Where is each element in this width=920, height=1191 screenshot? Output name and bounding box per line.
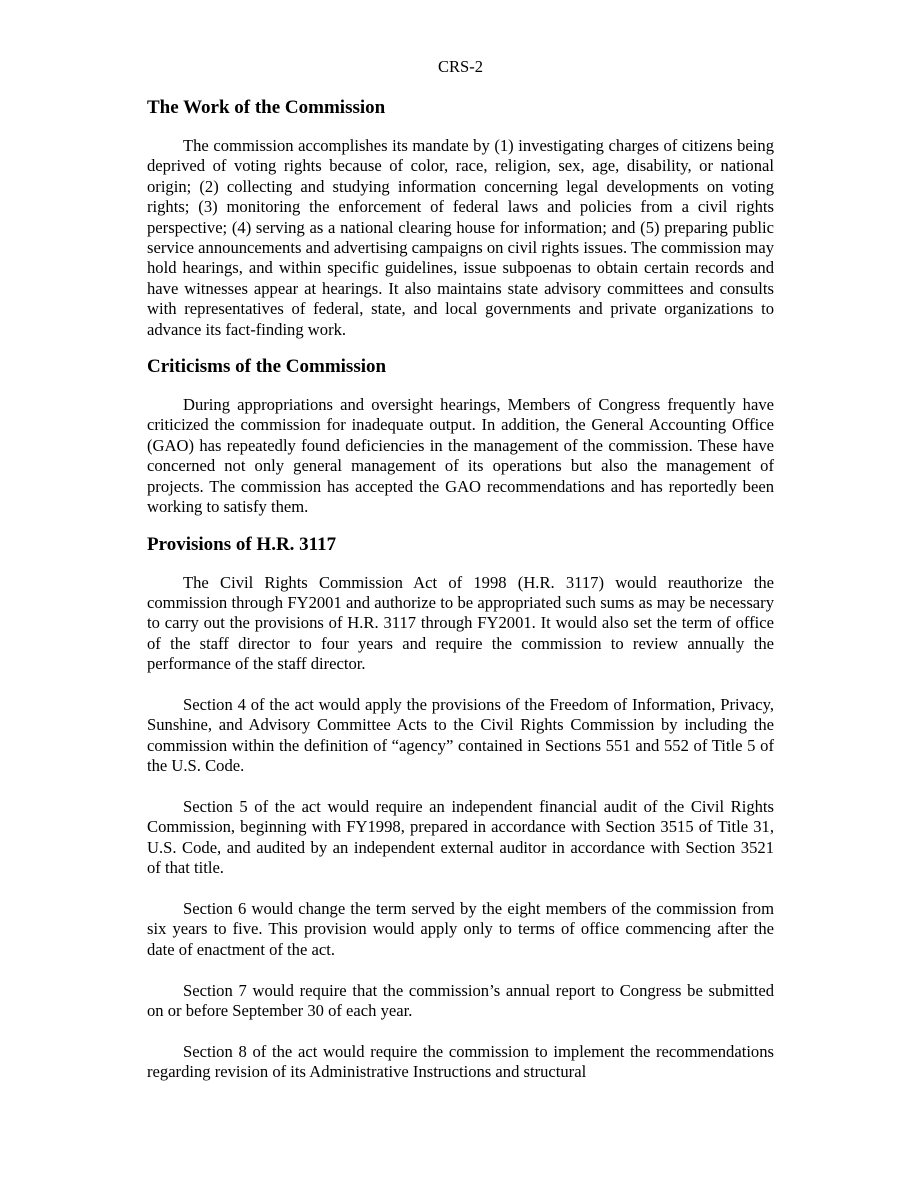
section-heading: Criticisms of the Commission: [147, 356, 387, 378]
body-paragraph: Section 7 would require that the commission’s annual report to Congress be submitted on or before September 30 of each year.: [147, 980, 774, 1020]
body-paragraph: The Civil Rights Commission Act of 1998 (H.R. 3117) would reauthorize the commission through FY2001 and authorize to be appropriated such sums as may be necessary to carry out the provisions of H.R. 3117 through FY2001. It would also set the term of office of the staff director to four years and require the commission to review annually the performance of the staff director.: [147, 572, 774, 674]
section-work-of-commission: [147, 96, 774, 340]
body-paragraph: Section 6 would change the term served by the eight members of the commission from six years to five. This provision would apply only to terms of office commencing after the date of enactment of the act.: [147, 898, 774, 959]
body-paragraph: During appropriations and oversight hearings, Members of Congress frequently have criticized the commission for inadequate output. In addition, the General Accounting Office (GAO) has repeatedly found deficiencies in the management of the commission. These have concerned not only general management of its operations but also the management of projects. The commission has accepted the GAO recommendations and has reportedly been working to satisfy them.: [147, 395, 774, 517]
section-criticisms: [147, 355, 774, 517]
body-paragraph: Section 8 of the act would require the commission to implement the recommendations regarding revision of its Administrative Instructions and structural: [147, 1041, 774, 1082]
body-paragraph: Section 5 of the act would require an independent financial audit of the Civil Rights Commission, beginning with FY1998, prepared in accordance with Section 3515 of Title 31, U.S. Code, and audited by an independent external auditor in accordance with Section 3521 of that title.: [147, 796, 774, 878]
body-paragraph: The commission accomplishes its mandate by (1) investigating charges of citizens being deprived of voting rights because of color, race, religion, sex, age, disability, or national origin; (2) collecting and studying information concerning legal developments on voting rights; (3) monitoring the enforcement of federal laws and policies from a civil rights perspective; (4) serving as a national clearing house for information; and (5) preparing public service announcements and advertising campaigns on civil rights issues. The commission may hold hearings, and within specific guidelines, issue subpoenas to obtain certain records and have witnesses appear at hearings. It also maintains state advisory committees and consults with representatives of federal, state, and local governments and private organizations to advance its fact-finding work.: [147, 136, 774, 339]
section-heading: Provisions of H.R. 3117: [147, 533, 337, 555]
body-paragraph: Section 4 of the act would apply the provisions of the Freedom of Information, Privacy, Sunshine, and Advisory Committee Acts to the Civil Rights Commission by including the commission within the definition of “agency” contained in Sections 551 and 552 of Title 5 of the U.S. Code.: [147, 694, 774, 776]
document-body: [147, 96, 774, 1083]
section-provisions: [147, 533, 774, 1083]
page-number: CRS-2: [438, 57, 483, 76]
section-heading: The Work of the Commission: [147, 97, 386, 118]
